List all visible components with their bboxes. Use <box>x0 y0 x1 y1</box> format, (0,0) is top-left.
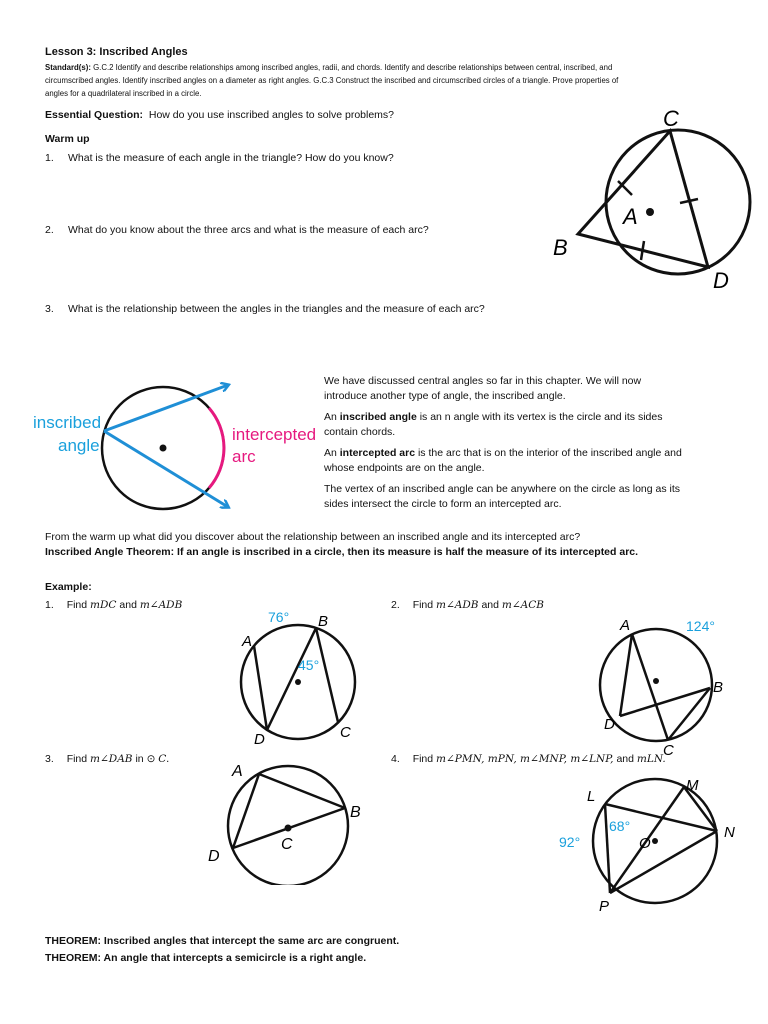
example-1-prompt <box>45 598 182 613</box>
label-arc: arc <box>232 447 256 466</box>
circle <box>600 629 712 741</box>
warmup-item-1 <box>45 151 394 166</box>
standards-text-3: angles for a quadrilateral inscribed in a circle. <box>45 89 202 98</box>
math-expr: m∠PMN, mPN, m∠MNP, m∠LNP, <box>436 753 614 765</box>
circle <box>606 130 750 274</box>
text: and <box>119 599 137 611</box>
label-d: D <box>713 268 729 293</box>
label-a: A <box>623 204 638 229</box>
theorem-same-arc: THEOREM: Inscribed angles that intercept the same arc are congruent. <box>45 935 400 947</box>
text: is the arc that is on the interior of the inscribed angle and <box>415 447 682 459</box>
math-expr: m∠ADB <box>436 599 479 611</box>
label-c: C <box>663 106 679 131</box>
label-arc-measure: 124° <box>686 618 715 634</box>
text: is an n angle with its vertex is the circle and its sides <box>416 411 663 423</box>
intro-p3 <box>324 446 744 461</box>
label-c: C <box>281 836 293 853</box>
label-d: D <box>208 848 220 865</box>
label-l: L <box>587 788 596 805</box>
chord-ac <box>632 634 668 740</box>
chord-ad <box>254 646 267 730</box>
label-a: A <box>232 763 243 780</box>
label-c: C <box>340 724 351 741</box>
label-o: O <box>639 835 651 852</box>
text: An <box>324 447 340 459</box>
label-c: C <box>663 742 674 757</box>
example-2-prompt <box>391 598 544 613</box>
label-p: P <box>599 898 610 915</box>
chord-db <box>620 688 710 716</box>
center-point <box>646 208 654 216</box>
intro-p3-line2: whose endpoints are on the angle. <box>324 462 485 474</box>
center-point <box>285 825 292 832</box>
intro-text <box>324 374 744 512</box>
example-4-prompt <box>391 752 666 767</box>
intro-p4-line2: sides intersect the circle to form an intercepted arc. <box>324 498 562 510</box>
intro-p2-line2: contain chords. <box>324 426 396 438</box>
item-number: 2. <box>391 599 400 611</box>
angle-side-lower <box>104 431 228 507</box>
text: An <box>324 411 340 423</box>
text: Find <box>66 599 88 611</box>
chord-ad <box>233 774 259 848</box>
math-expr: m∠ACB <box>501 599 544 611</box>
essential-question <box>45 108 394 123</box>
chord-ab <box>259 774 345 808</box>
essential-question-text: How do you use inscribed angles to solve problems? <box>148 109 395 121</box>
example-3-prompt <box>45 752 169 767</box>
example-heading: Example: <box>45 581 92 593</box>
math-expr: C. <box>158 753 170 765</box>
inscribed-angle-diagram <box>28 373 323 513</box>
math-expr: mDC <box>90 599 117 611</box>
text: Find <box>412 599 434 611</box>
label-a: A <box>242 633 253 650</box>
lesson-title: Lesson 3: Inscribed Angles <box>45 46 188 58</box>
item-text: What do you know about the three arcs and what is the measure of each arc? <box>68 224 429 236</box>
circle-symbol: ⊙ <box>146 753 156 765</box>
text: Find <box>66 753 88 765</box>
intro-p2 <box>324 410 744 425</box>
example-1-figure <box>230 605 370 750</box>
label-angle: angle <box>58 436 100 455</box>
inscribed-angle-theorem: Inscribed Angle Theorem: If an angle is inscribed in a circle, then its measure is half the measure of its intercepted arc. <box>45 546 639 558</box>
warmup-triangle-figure <box>545 100 755 300</box>
example-4-figure <box>553 770 758 915</box>
text: Find <box>412 753 434 765</box>
label-arc-measure: 76° <box>268 609 290 625</box>
example-2-figure <box>590 612 750 757</box>
warmup-heading: Warm up <box>45 133 90 145</box>
label-d: D <box>254 731 265 748</box>
intro-p1-line2: introduce another type of angle, the inscribed angle. <box>324 390 566 402</box>
standards-text-2: circumscribed angles. Identify inscribed angles on a diameter as right angles. G.C.3 Construct the inscribed and circumscribed circles of a triangle. Prove properties of <box>45 76 619 85</box>
intro-p4-line1: The vertex of an inscribed angle can be anywhere on the circle as long as its <box>324 483 681 495</box>
theorem-semicircle: THEOREM: An angle that intercepts a semicircle is a right angle. <box>45 952 367 964</box>
math-expr: m∠ADB <box>139 599 183 611</box>
item-number: 4. <box>391 753 400 765</box>
label-angle-measure: 45° <box>298 657 320 673</box>
item-number: 2. <box>45 224 54 236</box>
example-3-figure <box>200 760 370 885</box>
chord-ad <box>620 634 632 716</box>
label-b: B <box>553 235 568 260</box>
term-inscribed-angle: inscribed angle <box>339 411 417 423</box>
text: in <box>135 753 144 765</box>
label-a: A <box>620 617 631 634</box>
standards-label: Standard(s): <box>45 63 91 72</box>
intercepted-arc <box>209 408 224 488</box>
item-number: 3. <box>45 303 54 315</box>
math-expr: m∠DAB <box>90 753 133 765</box>
item-number: 1. <box>45 599 54 611</box>
label-m: M <box>686 777 699 794</box>
label-inscribed: inscribed <box>33 413 102 432</box>
item-text: What is the measure of each angle in the triangle? How do you know? <box>68 152 394 164</box>
chord-bc <box>316 628 338 722</box>
text: and <box>481 599 499 611</box>
standards <box>45 61 735 100</box>
warmup-item-2 <box>45 223 429 238</box>
label-intercepted: intercepted <box>232 425 317 444</box>
label-b: B <box>318 613 329 630</box>
essential-question-label: Essential Question: <box>45 109 144 121</box>
item-number: 3. <box>45 753 54 765</box>
label-arc-92: 92° <box>559 834 581 850</box>
label-n: N <box>724 824 735 841</box>
math-expr: mLN. <box>636 753 666 765</box>
text: and <box>616 753 634 765</box>
center-point <box>653 678 659 684</box>
label-arc-68: 68° <box>609 818 631 834</box>
center-point <box>652 838 658 844</box>
intro-p1-line1: We have discussed central angles so far in this chapter. We will now <box>324 375 642 387</box>
warmup-item-3 <box>45 302 485 317</box>
center-point <box>295 679 301 685</box>
item-number: 1. <box>45 152 54 164</box>
standards-text-1: G.C.2 Identify and describe relationships among inscribed angles, radii, and chords. Identify and describe relationships between central, inscribed, and <box>93 63 613 72</box>
tick-mark <box>641 241 644 260</box>
discovery-question: From the warm up what did you discover about the relationship between an inscribed angle and its intercepted arc? <box>45 531 581 543</box>
label-b: B <box>350 804 361 821</box>
label-d: D <box>604 716 615 733</box>
term-intercepted-arc: intercepted arc <box>339 447 416 459</box>
label-b: B <box>713 679 724 696</box>
item-text: What is the relationship between the angles in the triangles and the measure of each arc? <box>68 303 485 315</box>
chord-db <box>267 628 316 730</box>
center-point <box>160 445 167 452</box>
